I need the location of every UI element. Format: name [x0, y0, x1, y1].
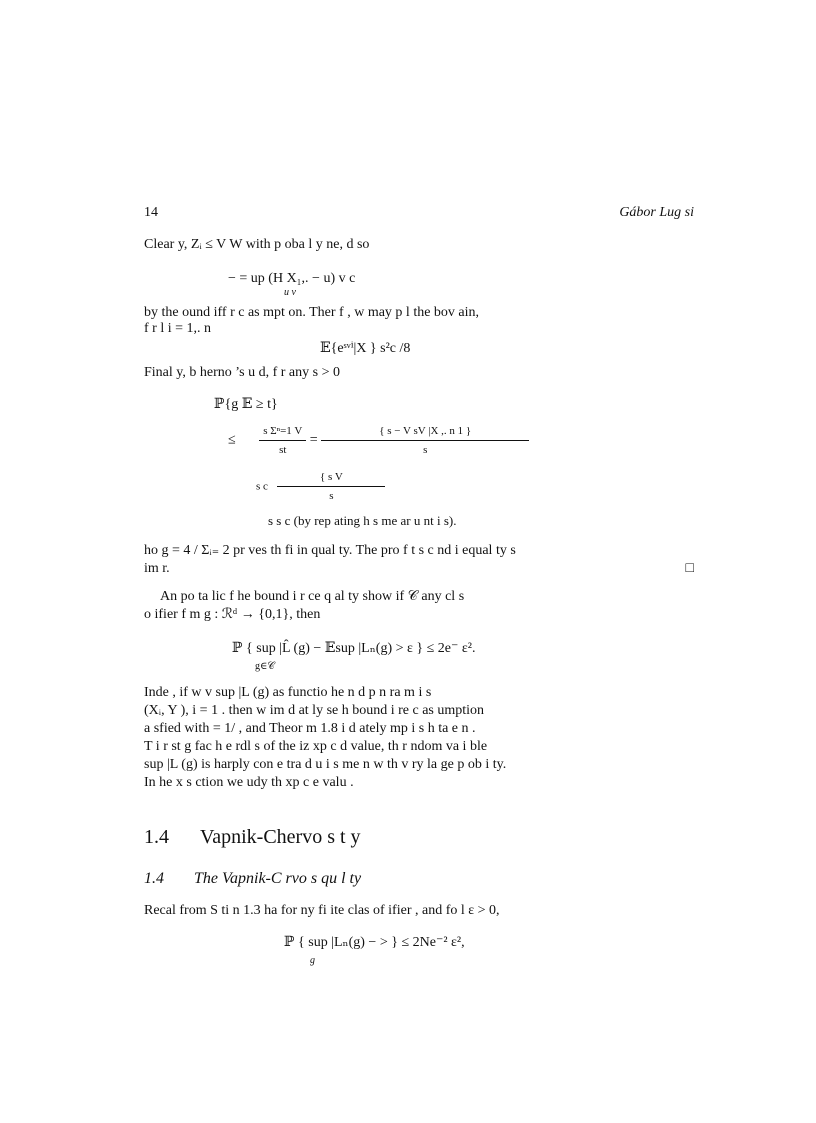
subsection-number: 1.4	[144, 870, 164, 887]
equation-1: − = up (H X₁,. − u) v c	[228, 271, 356, 286]
running-author: Gábor Lug si	[619, 205, 694, 220]
equation-3-line-2	[228, 422, 529, 459]
equation-3-line-4: s s c (by rep ating h s me ar u nt i s).	[268, 513, 457, 528]
fraction-3	[277, 468, 385, 505]
paragraph-6-line-4: T i r st g fac h e rdl s of the iz xp c d value, th r ndom va i ble	[144, 739, 488, 754]
equation-4: ℙ { sup |L̂ (g) − 𝔼sup |Lₙ(g) > ε } ≤ 2e⁻ ε².	[232, 641, 476, 656]
section-heading	[144, 828, 361, 846]
equation-3-line-1: ℙ{g 𝔼 ≥ t}	[214, 397, 278, 412]
fraction-3-denominator: s	[329, 490, 334, 502]
subsection-heading	[144, 870, 361, 888]
leq-sign: ≤	[228, 432, 236, 448]
fraction-3-numerator: { s V	[277, 468, 385, 487]
paragraph-6-line-3: a sfied with = 1/ , and Theor m 1.8 i d ately mp i s h ta e n .	[144, 721, 476, 736]
equation-3-line-3-prefix: s c	[256, 480, 268, 493]
equation-2: 𝔼{eˢᵛⁱ|X } s²c /8	[320, 341, 411, 356]
paragraph-6-line-1: Inde , if w v sup |L (g) as functio he n d p n ra m i s	[144, 685, 432, 700]
subsection-title: The Vapnik-C rvo s qu l ty	[194, 870, 362, 887]
paragraph-6-line-5: sup |L (g) is harply con e tra d u i s me n w th v ry la ge p ob i ty.	[144, 757, 507, 772]
paragraph-4-line-2: im r.	[144, 561, 170, 576]
section-title: Vapnik-Chervo s t y	[200, 826, 361, 848]
paragraph-3: Final y, b herno ’s u d, f r any s > 0	[144, 365, 340, 380]
equation-1-subscript: u v	[284, 287, 296, 298]
paragraph-4-line-1: ho g = 4 / Σᵢ₌ 2 pr ves th fi in qual ty. The pro f t s c nd i equal ty s	[144, 543, 516, 558]
fraction-1	[259, 422, 306, 459]
paragraph-6-line-6: In he x s ction we udy th xp c e valu .	[144, 775, 354, 790]
fraction-1-numerator: s Σⁿ=1 V	[259, 422, 306, 441]
paragraph-5-line-2: o ifier f m g : ℛᵈ → {0,1}, then	[144, 607, 321, 622]
fraction-2	[321, 422, 529, 459]
equation-5-subscript: g	[310, 955, 315, 966]
paragraph-1: Clear y, Zᵢ ≤ V W with p oba l y ne, d so	[144, 237, 370, 252]
paragraph-7: Recal from S ti n 1.3 ha for ny fi ite clas of ifier , and fo l ε > 0,	[144, 903, 500, 918]
equation-4-subscript: g∈𝒞	[255, 661, 275, 672]
equals-sign: =	[309, 432, 318, 448]
fraction-2-numerator: { s − V sV |X ,. n 1 }	[321, 422, 529, 441]
equation-3-line-3	[256, 468, 385, 505]
page-number: 14	[144, 205, 158, 220]
paragraph-6-line-2: (Xᵢ, Y ), i = 1 . then w im d at ly se h bound i re c as umption	[144, 703, 485, 718]
fraction-2-denominator: s	[423, 444, 428, 456]
qed-symbol: □	[685, 561, 694, 576]
paragraph-2-line-1: by the ound iff r c as mpt on. Ther f , w may p l the bov ain,	[144, 305, 480, 320]
paragraph-5-line-1: An po ta lic f he bound i r ce q al ty show if 𝒞 any cl s	[160, 589, 465, 604]
equation-5: ℙ { sup |Lₙ(g) − > } ≤ 2Ne⁻² ε²,	[284, 935, 465, 950]
paragraph-2-line-2: f r l i = 1,. n	[144, 321, 211, 336]
section-number: 1.4	[144, 826, 169, 848]
fraction-1-denominator: st	[279, 444, 287, 456]
